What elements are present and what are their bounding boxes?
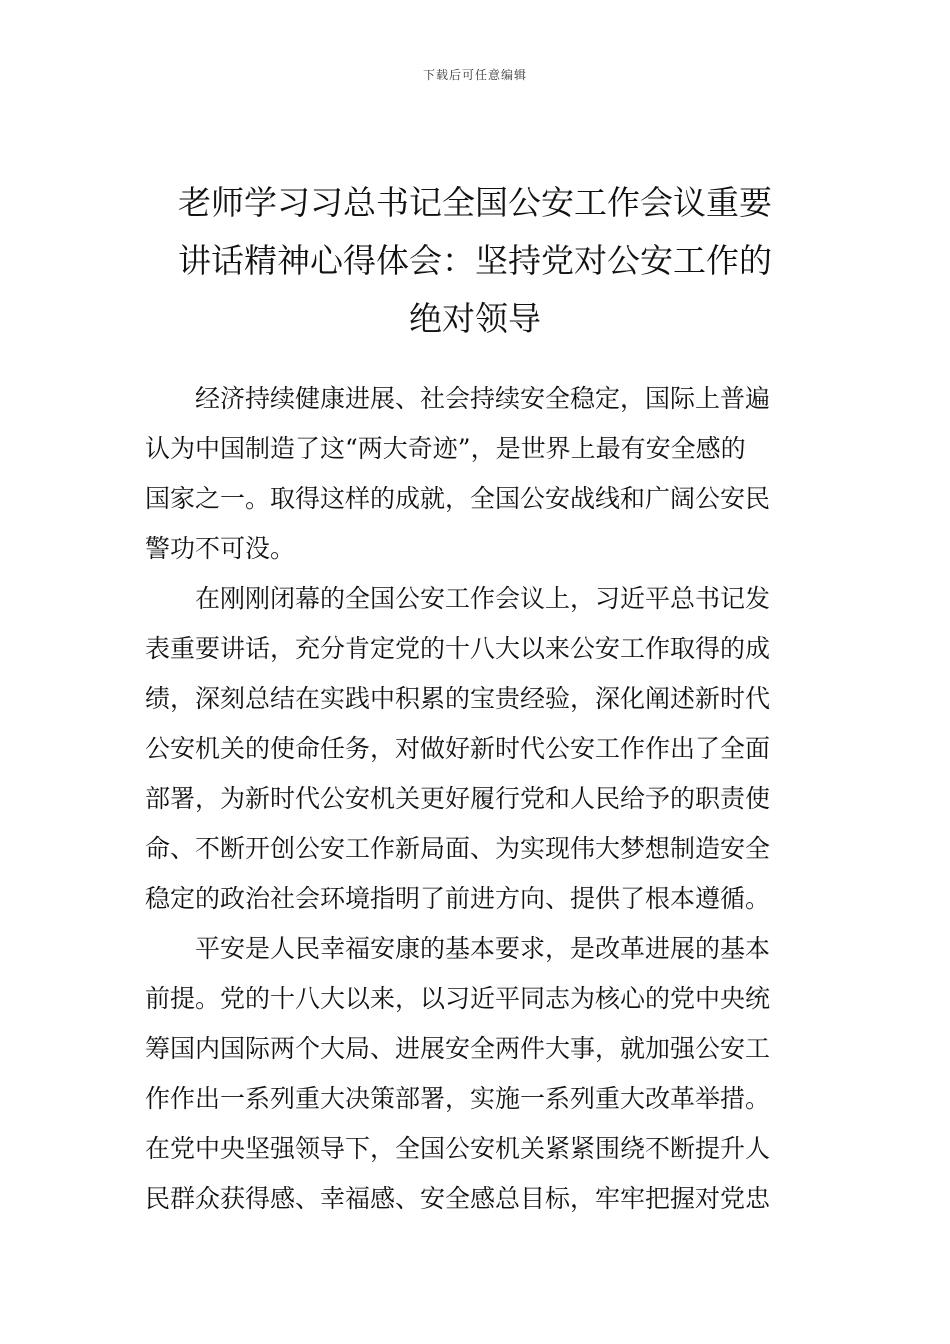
title-line-2: 讲话精神心得体会：坚持党对公安工作的 <box>178 241 772 280</box>
paragraph-3-line-3: 筹国内国际两个大局、进展安全两件大事，就加强公安工 <box>145 1034 771 1063</box>
paragraph-2-line-7: 稳定的政治社会环境指明了前进方向、提供了根本遵循。 <box>145 884 771 913</box>
paragraph-3-line-4: 作作出一系列重大决策部署，实施一系列重大改革举措。 <box>145 1084 771 1113</box>
paragraph-1-line-2: 认为中国制造了这“两大奇迹”，是世界上最有安全感的 <box>145 434 746 463</box>
title-line-3: 绝对领导 <box>409 299 541 338</box>
paragraph-2-line-3: 绩，深刻总结在实践中积累的宝贵经验，深化阐述新时代 <box>145 684 771 713</box>
paragraph-2-line-2: 表重要讲话，充分肯定党的十八大以来公安工作取得的成 <box>145 634 771 663</box>
paragraph-2-line-6: 命、不断开创公安工作新局面、为实现伟大梦想制造安全 <box>145 834 771 863</box>
paragraph-3-line-2: 前提。党的十八大以来，以习近平同志为核心的党中央统 <box>145 984 771 1013</box>
title-line-1: 老师学习习总书记全国公安工作会议重要 <box>178 183 772 222</box>
paragraph-3-line-5: 在党中央坚强领导下，全国公安机关紧紧围绕不断提升人 <box>145 1134 771 1163</box>
document-title <box>150 174 800 348</box>
paragraph-1 <box>145 374 815 574</box>
paragraph-1-line-1: 经济持续健康进展、社会持续安全稳定，国际上普遍 <box>195 384 771 413</box>
paragraph-2 <box>145 574 815 924</box>
paragraph-2-line-4: 公安机关的使命任务，对做好新时代公安工作作出了全面 <box>145 734 771 763</box>
paragraph-2-line-1: 在刚刚闭幕的全国公安工作会议上，习近平总书记发 <box>195 584 771 613</box>
paragraph-2-line-5: 部署，为新时代公安机关更好履行党和人民给予的职责使 <box>145 784 771 813</box>
paragraph-1-line-4: 警功不可没。 <box>145 534 296 563</box>
paragraph-1-line-3: 国家之一。取得这样的成就，全国公安战线和广阔公安民 <box>145 484 771 513</box>
paragraph-3-line-6: 民群众获得感、幸福感、安全感总目标，牢牢把握对党忠 <box>145 1184 771 1213</box>
header-note: 下载后可任意编辑 <box>422 68 527 82</box>
document-body <box>145 374 815 1224</box>
paragraph-3-line-1: 平安是人民幸福安康的基本要求，是改革进展的基本 <box>195 934 771 963</box>
paragraph-3 <box>145 924 815 1224</box>
